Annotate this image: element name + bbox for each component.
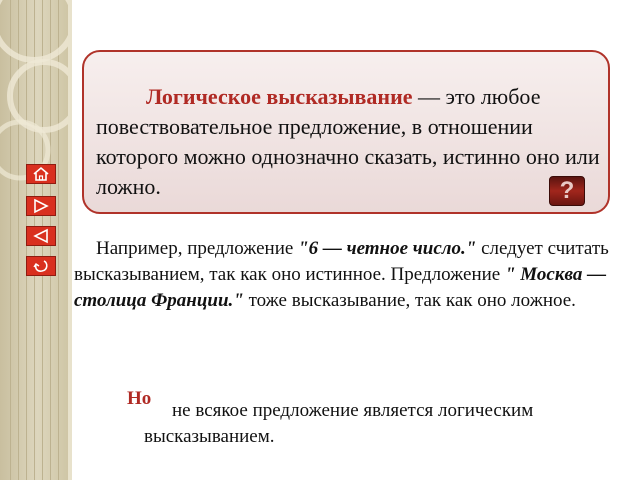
but-text: не всякое предложение является логическим высказыванием. xyxy=(144,400,534,447)
but-label: Но xyxy=(127,388,152,409)
definition-body: — это любое повествовательное предложение, в отношении которого можно однозначно сказать, истинно оно или ложно. xyxy=(96,84,600,199)
help-button[interactable] xyxy=(549,176,585,206)
example-paragraph xyxy=(74,236,614,314)
definition-term: Логическое высказывание xyxy=(146,84,413,109)
previous-icon xyxy=(32,228,50,244)
example-end: тоже высказывание, так как оно ложное. xyxy=(243,290,576,311)
example-quote-1: "6 — четное число." xyxy=(298,238,477,259)
next-icon xyxy=(32,198,50,214)
return-button[interactable] xyxy=(26,256,56,276)
question-mark-icon: ? xyxy=(559,177,575,204)
next-slide-button[interactable] xyxy=(26,196,56,216)
return-icon xyxy=(32,258,50,274)
side-strip-edge xyxy=(68,0,72,480)
example-middle: следует считать высказыванием, так как оно истинное. Предложение xyxy=(74,238,609,285)
home-button[interactable] xyxy=(26,164,56,184)
previous-slide-button[interactable] xyxy=(26,226,56,246)
home-icon xyxy=(32,166,50,182)
example-intro: Например, предложение xyxy=(96,238,299,259)
example-quote-2: " Москва — столица Франции." xyxy=(74,264,607,311)
definition-text xyxy=(96,82,616,202)
